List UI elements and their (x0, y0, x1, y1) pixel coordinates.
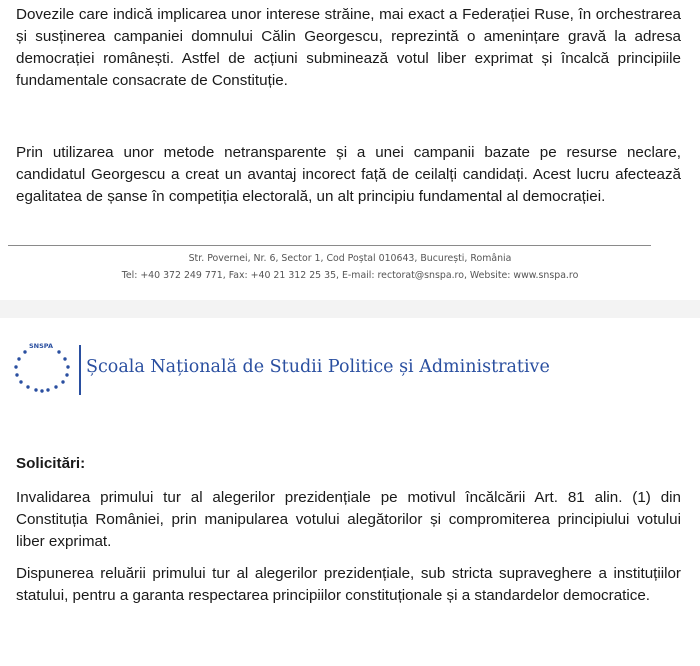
footer-address: Str. Povernei, Nr. 6, Sector 1, Cod Poștal 010643, București, România (188, 253, 512, 264)
previous-page (0, 0, 700, 300)
footer-divider (8, 245, 651, 246)
star-circle-icon (14, 350, 69, 392)
request-item-rerun: Dispunerea reluării primului tur al alegerilor prezidențiale, sub stricta supraveghere a instituțiilor statului, pentru a garanta respectarea principiilor constituționale și a standardelor democratice. (16, 565, 681, 604)
request-item-invalidation: Invalidarea primului tur al alegerilor prezidențiale pe motivul încălcării Art. 81 alin. (1) din Constituția României, prin manipularea votului alegătorilor și compromiterea principiului votului liber exprimat. (16, 489, 681, 550)
logo-divider (79, 345, 81, 395)
institution-name: Școala Națională de Studii Politice și Administrative (86, 357, 550, 377)
footer-contact: Tel: +40 372 249 771, Fax: +40 21 312 25 35, E-mail: rectorat@snspa.ro, Website: www.snspa.ro (121, 270, 579, 281)
logo-text: SNSPA (28, 342, 54, 350)
page-separator (0, 300, 700, 318)
snspa-logo (10, 336, 76, 398)
paragraph-foreign-interference: Dovezile care indică implicarea unor interese străine, mai exact a Federației Ruse, în orchestrarea și susținerea campaniei domnului Călin Georgescu, reprezintă o amenințare gravă la adresa democrației românești. Astfel de acțiuni subminează votul liber exprimat și încalcă principiile fundamentale consacrate de Constituție. (16, 6, 681, 89)
requests-heading: Solicitări: (16, 455, 86, 472)
paragraph-unfair-advantage: Prin utilizarea unor metode netransparente și a unei campanii bazate pe resurse neclare, candidatul Georgescu a creat un avantaj incorect față de ceilalți candidați. Acest lucru afectează egalitatea de șanse în competiția electorală, un alt principiu fundamental al democrației. (16, 144, 681, 205)
